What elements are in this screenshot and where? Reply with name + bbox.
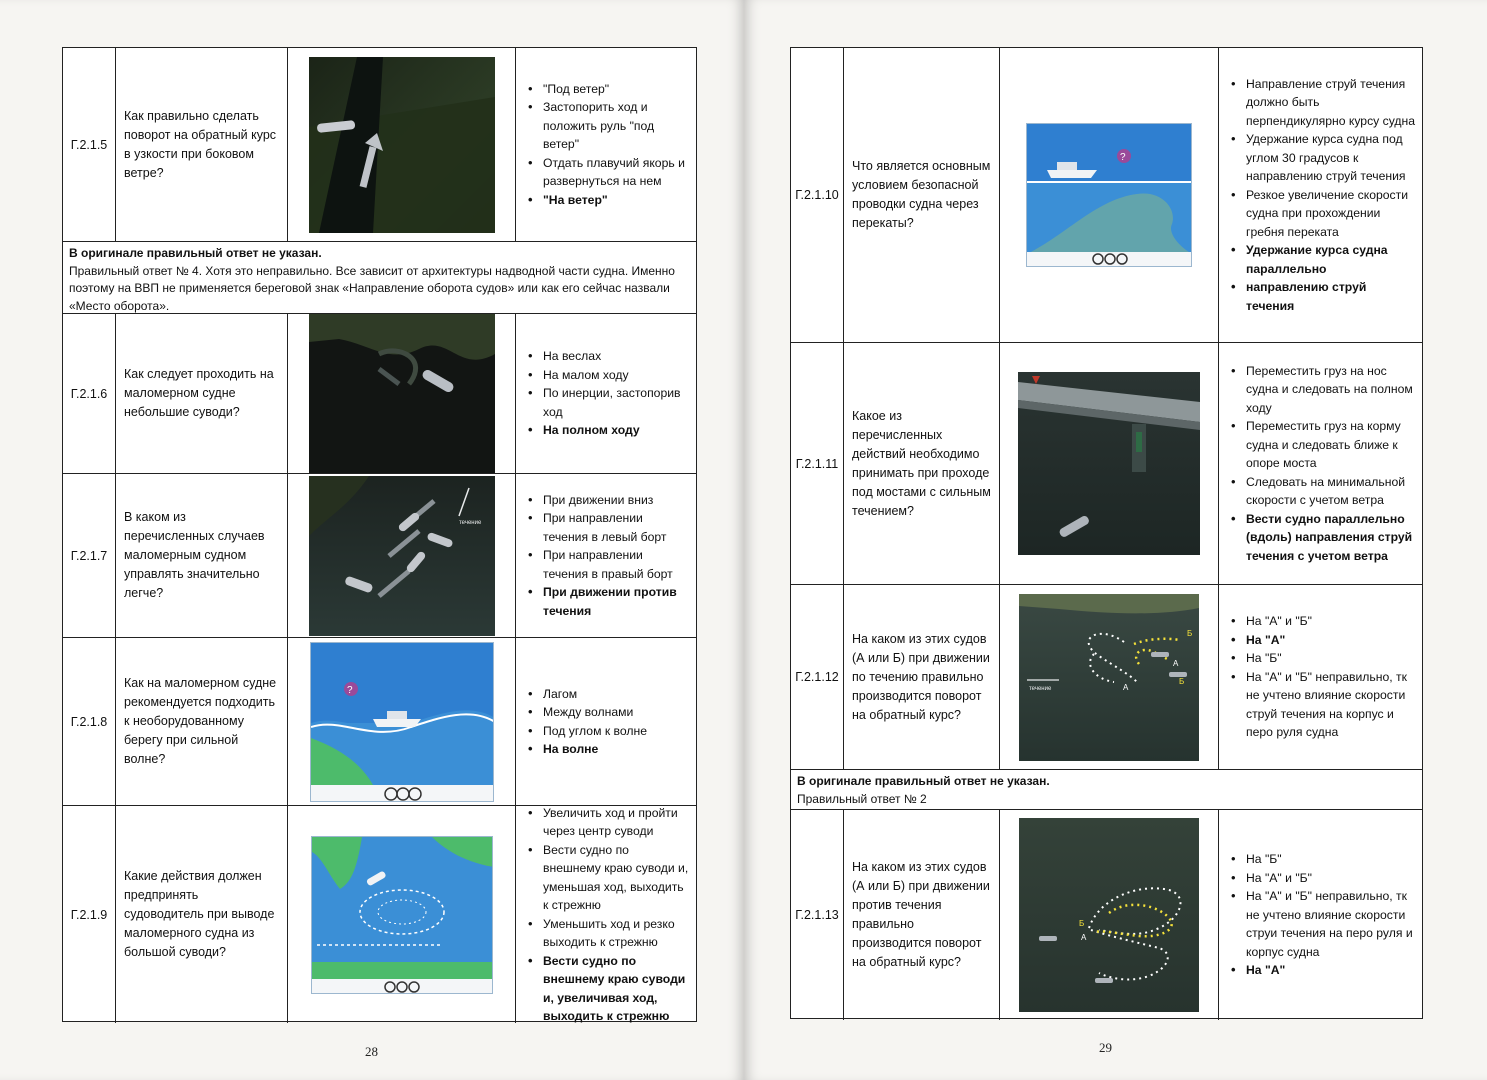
question-row (791, 343, 1422, 585)
question-text: Как на маломерном судне рекомендуется подходить к необорудованному берегу при сильной волне? (116, 638, 288, 805)
question-id: Г.2.1.10 (791, 48, 844, 342)
question-row (791, 585, 1422, 770)
note-title: В оригинале правильный ответ не указан. (797, 774, 1050, 788)
rapids-image (1026, 123, 1192, 267)
answer-options (1219, 48, 1422, 342)
shore-wave-image (310, 642, 494, 802)
question-text: На каком из этих судов (А или Б) при движении по течению правильно производится поворот на обратный курс? (844, 585, 1000, 769)
answer-option: • Уменьшить ход и резко выходить к стрежню (526, 915, 690, 952)
question-text: На каком из этих судов (А или Б) при движении против течения правильно производится поворот на обратный курс? (844, 810, 1000, 1020)
correct-answer: • "На ветер" (526, 191, 690, 210)
answer-options (1219, 343, 1422, 584)
answer-option: • Направление струй течения должно быть перпендикулярно курсу судна (1229, 75, 1416, 131)
note-row (63, 242, 696, 314)
question-illustration (1000, 585, 1219, 769)
turn-upstream-image (1019, 818, 1199, 1012)
bridge-image (1018, 372, 1200, 555)
question-row (63, 474, 696, 638)
question-text: Как следует проходить на маломерном судне небольшие суводи? (116, 314, 288, 473)
answer-option: • На "Б" (1229, 649, 1416, 668)
question-text: Как правильно сделать поворот на обратный курс в узкости при боковом ветре? (116, 48, 288, 241)
current-direction-image (309, 476, 495, 636)
question-id: Г.2.1.12 (791, 585, 844, 769)
answer-option: • Следовать на минимальной скорости с учетом ветра (1229, 473, 1416, 510)
question-text: Что является основным условием безопасной проводки судна через перекаты? (844, 48, 1000, 342)
question-id: Г.2.1.7 (63, 474, 116, 637)
correct-answer: • На "А" (1229, 961, 1416, 980)
questions-table-right (790, 47, 1423, 1019)
question-mark: ? (346, 684, 353, 696)
answer-option: • Вести судно по внешнему краю суводи и, уменьшая ход, выходить к стрежню (526, 841, 690, 915)
correct-answer: • На волне (526, 740, 647, 759)
boat-a-label: А (1123, 682, 1129, 692)
correct-answer: • Вести судно по внешнему краю суводи и, увеличивая ход, выходить к стрежню (526, 952, 690, 1024)
current-label: течение (1029, 685, 1052, 692)
correct-answer: • На "А" (1229, 631, 1416, 650)
answer-options (1219, 585, 1422, 769)
answer-option: • При направлении течения в правый борт (526, 546, 690, 583)
answer-option: • При движении вниз (526, 491, 690, 510)
correct-answer: • Вести судно параллельно (вдоль) направления струй течения с учетом ветра (1229, 510, 1416, 566)
answer-option: • Переместить груз на нос судна и следовать на полном ходу (1229, 362, 1416, 418)
boat-a-label: А (1173, 658, 1179, 668)
boat-b-label: Б (1187, 628, 1193, 638)
question-text: В каком из перечисленных случаев маломерным судном управлять значительно легче? (116, 474, 288, 637)
answer-option: • На "Б" (1229, 850, 1416, 869)
answer-option: • Переместить груз на корму судна и следовать ближе к опоре моста (1229, 417, 1416, 473)
current-label: течение (458, 519, 481, 526)
question-id: Г.2.1.5 (63, 48, 116, 241)
answer-option: • Удержание курса судна под углом 30 градусов к направлению струй течения (1229, 130, 1416, 186)
question-row (63, 314, 696, 474)
question-illustration (288, 638, 516, 805)
question-id: Г.2.1.6 (63, 314, 116, 473)
answer-options (516, 474, 696, 637)
answer-options (516, 806, 696, 1023)
answer-option: • Между волнами (526, 703, 647, 722)
answer-options (1219, 810, 1422, 1020)
question-row (791, 48, 1422, 343)
note-row (791, 770, 1422, 810)
answer-options (516, 314, 696, 473)
answer-option: • Лагом (526, 685, 647, 704)
answer-option: • На веслах (526, 347, 690, 366)
question-id: Г.2.1.8 (63, 638, 116, 805)
page-number: 29 (1099, 1040, 1112, 1055)
boat-b-label: Б (1179, 676, 1185, 686)
question-id: Г.2.1.13 (791, 810, 844, 1020)
correct-answer: • При движении против течения (526, 583, 690, 620)
questions-table-left (62, 47, 697, 1022)
question-id: Г.2.1.11 (791, 343, 844, 584)
answer-option: • На малом ходу (526, 366, 690, 385)
note-title: В оригинале правильный ответ не указан. (69, 246, 322, 260)
answer-option: • Отдать плавучий якорь и развернуться на нем (526, 154, 690, 191)
page-number: 28 (365, 1044, 378, 1059)
answer-options (516, 48, 696, 241)
question-illustration (1000, 343, 1219, 584)
question-row (63, 638, 696, 806)
question-illustration (1000, 48, 1219, 342)
answer-options (516, 638, 696, 805)
note-text: Правильный ответ № 2 (797, 791, 927, 806)
answer-option: • Увеличить ход и пройти через центр суводи (526, 806, 690, 841)
question-illustration (288, 806, 516, 1023)
question-illustration (1000, 810, 1219, 1020)
answer-option: • Резкое увеличение скорости судна при прохождении гребня переката (1229, 186, 1416, 242)
question-row (791, 810, 1422, 1020)
question-row (63, 48, 696, 242)
question-row (63, 806, 696, 1023)
correct-answer: • направлению струй течения (1229, 278, 1416, 315)
boat-b-label: Б (1079, 919, 1085, 928)
answer-option: • При направлении течения в левый борт (526, 509, 690, 546)
correct-answer: • На полном ходу (526, 421, 690, 440)
question-illustration (288, 474, 516, 637)
question-illustration (288, 314, 516, 473)
large-eddy-image (311, 836, 493, 994)
boat-a-label: А (1081, 933, 1087, 942)
answer-option: • На "А" и "Б" (1229, 869, 1416, 888)
question-text: Какие действия должен предпринять судоводитель при выводе маломерного судна из большой суводи? (116, 806, 288, 1023)
answer-option: • На "А" и "Б" (1229, 612, 1416, 631)
question-text: Какое из перечисленных действий необходимо принимать при проходе под мостами с сильным течением? (844, 343, 1000, 584)
note-text: Правильный ответ № 4. Хотя это неправильно. Все зависит от архитектуры надводной части судна. Именно поэтому на ВВП не применяется береговой знак «Направление оборота судов» или как его сейчас назвали «Место оборота». (69, 263, 675, 313)
question-id: Г.2.1.9 (63, 806, 116, 1023)
answer-option: • Застопорить ход и положить руль "под ветер" (526, 98, 690, 154)
answer-option: • На "А" и "Б" неправильно, тк не учтено влияние скорости струй течения на корпус и перо руля судна (1229, 668, 1416, 742)
correct-answer: • Удержание курса судна параллельно (1229, 241, 1416, 278)
narrow-channel-image (309, 57, 495, 233)
question-illustration (288, 48, 516, 241)
answer-option: • На "А" и "Б" неправильно, тк не учтено влияние скорости струи течения на перо руля и корпус судна (1229, 887, 1416, 961)
answer-option: • Под углом к волне (526, 722, 647, 741)
answer-option: • По инерции, застопорив ход (526, 384, 690, 421)
answer-option: • "Под ветер" (526, 80, 690, 99)
eddies-image (309, 314, 495, 473)
question-mark: ? (1120, 152, 1126, 163)
turn-downstream-image (1019, 594, 1199, 761)
